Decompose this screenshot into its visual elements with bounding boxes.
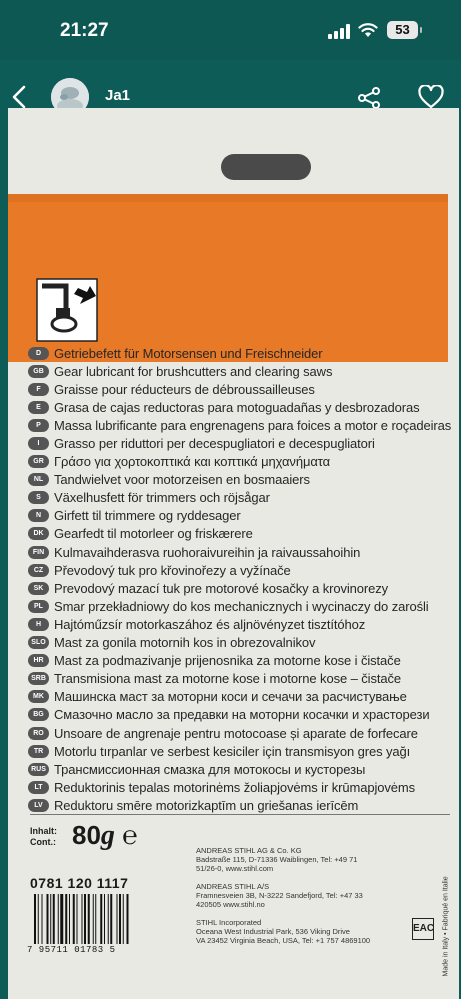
back-arrow-icon[interactable] bbox=[8, 84, 32, 110]
made-in-text: Made in Italy • Fabriqué en Italie bbox=[442, 876, 450, 977]
description-line bbox=[28, 344, 458, 362]
description-line bbox=[28, 615, 458, 633]
description-text: Växelhusfett för trimmers och röjsågar bbox=[54, 490, 270, 506]
description-line bbox=[28, 652, 458, 670]
divider bbox=[30, 814, 450, 815]
content-label bbox=[30, 826, 57, 848]
cellular-signal-icon bbox=[328, 24, 350, 39]
address-block-de bbox=[196, 846, 357, 873]
language-code-badge: MK bbox=[28, 690, 49, 703]
description-line bbox=[28, 507, 458, 525]
orange-band-edge bbox=[8, 194, 448, 202]
address-line: Badstraße 115, D-71336 Waiblingen, Tel: +49 71 bbox=[196, 855, 358, 864]
language-code-badge: D bbox=[28, 347, 49, 360]
language-code-badge: TR bbox=[28, 745, 49, 758]
address-line: VA 23452 Virginia Beach, USA, Tel: +1 757 4869100 bbox=[196, 936, 371, 945]
language-code-badge: F bbox=[28, 383, 49, 396]
description-line bbox=[28, 634, 458, 652]
address-block-us bbox=[196, 918, 370, 945]
description-text: Prevodový mazací tuk pre motorové kosačky a krovinorezy bbox=[54, 580, 389, 596]
description-line bbox=[28, 453, 458, 471]
description-text: Kulmavaihderasva ruohoraivureihin ja raivaussahoihin bbox=[54, 544, 361, 560]
language-code-badge: RO bbox=[28, 727, 49, 740]
description-text: Grasa de cajas reductoras para motoguadañas y desbrozadoras bbox=[54, 399, 420, 415]
description-line bbox=[28, 706, 458, 724]
content-label-de: Inhalt: bbox=[30, 826, 57, 836]
address-block-no bbox=[196, 882, 363, 909]
product-photo[interactable] bbox=[0, 108, 461, 999]
description-line bbox=[28, 778, 458, 796]
language-code-badge: GR bbox=[28, 455, 49, 468]
language-code-badge: GB bbox=[28, 365, 49, 378]
description-line bbox=[28, 742, 458, 760]
address-name: ANDREAS STIHL AG & Co. KG bbox=[196, 846, 302, 855]
description-line bbox=[28, 489, 458, 507]
net-quantity-value: 80 bbox=[72, 820, 101, 850]
part-number: 0781 120 1117 bbox=[30, 875, 129, 891]
address-line: 420505 www.stihl.no bbox=[196, 900, 265, 909]
brushcutter-gearhead-icon bbox=[36, 278, 98, 342]
description-line bbox=[28, 724, 458, 742]
description-line bbox=[28, 561, 458, 579]
barcode-icon bbox=[32, 894, 162, 944]
language-code-badge: I bbox=[28, 437, 49, 450]
description-text: Mast za podmazivanje prijenosnika za motorne kose i čistače bbox=[54, 653, 401, 669]
language-code-badge: H bbox=[28, 618, 49, 631]
description-text: Mast za gonila motornih kos in obrezovalnikov bbox=[54, 635, 316, 651]
photo-edge bbox=[0, 108, 8, 999]
description-text: Машинска маст за моторни коси и сечачи за расчистување bbox=[54, 689, 407, 705]
description-text: Girfett til trimmere og ryddesager bbox=[54, 508, 241, 524]
description-text: Γράσο για χορτοκοπτικά και κοπτικά μηχανήματα bbox=[54, 454, 331, 470]
barcode-digits: 7 95711 01783 5 bbox=[27, 945, 116, 955]
description-text: Motorlu tırpanlar ve serbest kesiciler için transmisyon gres yağı bbox=[54, 743, 411, 759]
description-text: Smar przekładniowy do kos mechanicznych i wycinaczy do zarośli bbox=[54, 598, 429, 614]
language-code-badge: NL bbox=[28, 473, 49, 486]
username[interactable]: Ja1 bbox=[105, 87, 131, 104]
description-text: Massa lubrificante para engrenagens para foices a motor e roçadeiras bbox=[54, 417, 452, 433]
description-line bbox=[28, 471, 458, 489]
description-text: Getriebefett für Motorsensen und Freischneider bbox=[54, 345, 323, 361]
description-text: Grasso per riduttori per decespugliatori e decespugliatori bbox=[54, 436, 375, 452]
language-code-badge: RUS bbox=[28, 763, 49, 776]
description-line bbox=[28, 579, 458, 597]
product-packaging bbox=[8, 108, 459, 999]
description-line bbox=[28, 362, 458, 380]
description-line bbox=[28, 398, 458, 416]
description-text: Transmisiona mast za motorne kose i motorne kose – čistače bbox=[54, 671, 402, 687]
description-text: Reduktorinis tepalas motorinėms žoliapjovėms ir krūmapjovėms bbox=[54, 779, 416, 795]
language-code-badge: FIN bbox=[28, 546, 49, 559]
description-line bbox=[28, 543, 458, 561]
language-code-badge: LT bbox=[28, 781, 49, 794]
description-text: Reduktoru smēre motorizkaptīm un griešanas ierīcēm bbox=[54, 797, 359, 813]
address-name: ANDREAS STIHL A/S bbox=[196, 882, 270, 891]
address-line: 51/26-0, www.stihl.com bbox=[196, 864, 274, 873]
language-code-badge: SRB bbox=[28, 672, 49, 685]
language-code-badge: DK bbox=[28, 527, 49, 540]
made-in-label bbox=[441, 848, 451, 978]
description-line bbox=[28, 380, 458, 398]
eac-mark: EAC bbox=[412, 918, 434, 940]
language-code-badge: N bbox=[28, 509, 49, 522]
net-quantity bbox=[72, 820, 138, 852]
address-line: Framnesveien 3B, N-3222 Sandefjord, Tel: +47 33 bbox=[196, 891, 363, 900]
heart-icon[interactable] bbox=[418, 85, 444, 109]
description-line bbox=[28, 796, 458, 814]
description-line bbox=[28, 416, 458, 434]
description-text: Gear lubricant for brushcutters and clearing saws bbox=[54, 363, 333, 379]
description-text: Hajtóműzsír motorkaszához és aljnövényzet tisztítóhoz bbox=[54, 616, 366, 632]
description-text: Unsoare de angrenaje pentru motocoase și aparate de forfecare bbox=[54, 725, 418, 741]
multilingual-description bbox=[28, 344, 458, 814]
description-text: Смазочно масло за предавки на моторни косачки и храсторези bbox=[54, 707, 430, 723]
description-line bbox=[28, 688, 458, 706]
language-code-badge: S bbox=[28, 491, 49, 504]
language-code-badge: SLO bbox=[28, 636, 49, 649]
language-code-badge: P bbox=[28, 419, 49, 432]
language-code-badge: PL bbox=[28, 600, 49, 613]
language-code-badge: HR bbox=[28, 654, 49, 667]
net-quantity-unit: g bbox=[100, 820, 115, 851]
share-icon[interactable] bbox=[357, 86, 381, 110]
address-name: STIHL Incorporated bbox=[196, 918, 262, 927]
address-line: Oceana West Industrial Park, 536 Viking Drive bbox=[196, 927, 350, 936]
estimated-sign-icon: ℮ bbox=[122, 821, 138, 850]
description-text: Převodový tuk pro křovinořezy a vyžínače bbox=[54, 562, 291, 578]
description-line bbox=[28, 597, 458, 615]
language-code-badge: E bbox=[28, 401, 49, 414]
description-text: Трансмиссионная смазка для мотокосы и кусторезы bbox=[54, 761, 366, 777]
description-line bbox=[28, 525, 458, 543]
content-label-en: Cont.: bbox=[30, 837, 56, 847]
status-bar bbox=[0, 0, 461, 60]
description-text: Graisse pour réducteurs de débroussailleuses bbox=[54, 381, 315, 397]
description-line bbox=[28, 760, 458, 778]
hang-hole-icon bbox=[166, 124, 371, 204]
description-text: Tandwielvet voor motorzeisen en bosmaaiers bbox=[54, 472, 310, 488]
language-code-badge: BG bbox=[28, 708, 49, 721]
language-code-badge: SK bbox=[28, 582, 49, 595]
language-code-badge: CZ bbox=[28, 564, 49, 577]
status-time: 21:27 bbox=[60, 20, 109, 41]
description-line bbox=[28, 434, 458, 452]
description-text: Gearfedt til motorleer og friskærere bbox=[54, 526, 253, 542]
language-code-badge: LV bbox=[28, 799, 49, 812]
battery-indicator: 53 bbox=[387, 21, 418, 39]
description-line bbox=[28, 670, 458, 688]
wifi-icon bbox=[358, 22, 378, 38]
